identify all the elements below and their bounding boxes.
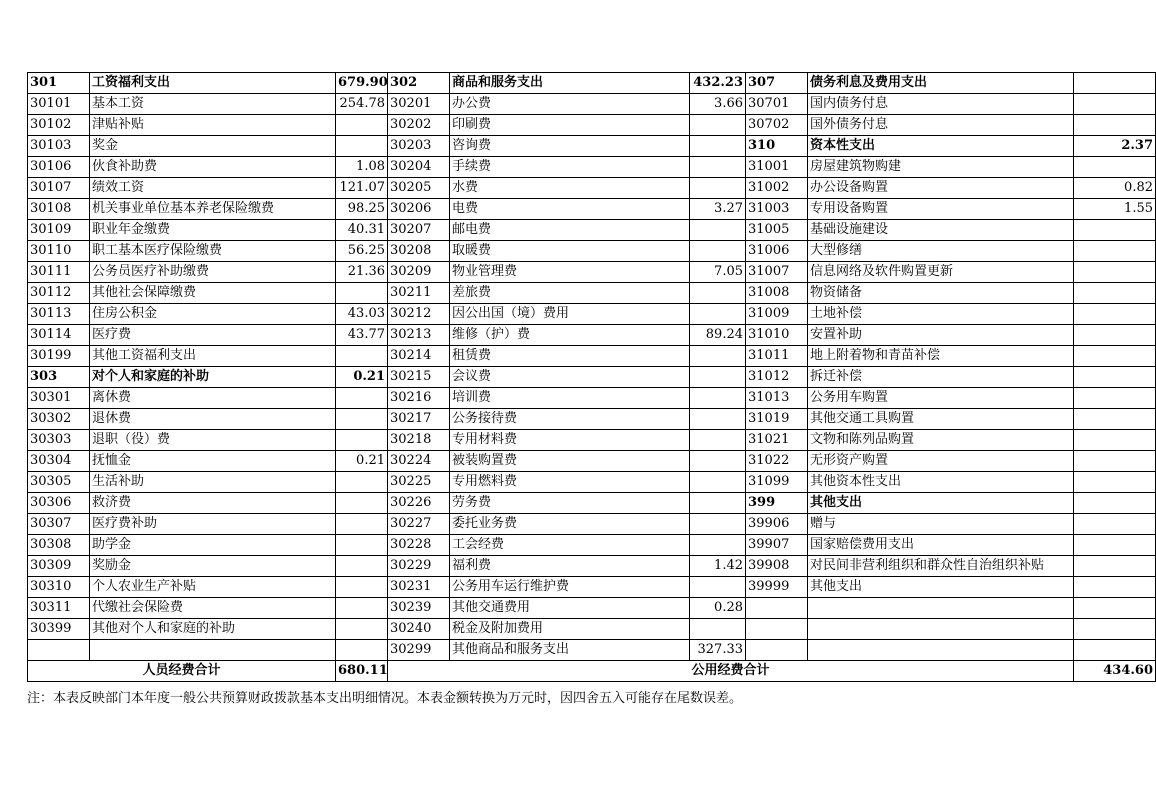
item-name: 其他资本性支出: [808, 472, 1074, 493]
item-code: 307: [746, 73, 808, 94]
item-code: 31019: [746, 409, 808, 430]
item-amount: [336, 493, 388, 514]
item-name: 会议费: [450, 367, 690, 388]
item-code: 302: [388, 73, 450, 94]
item-amount: [690, 409, 746, 430]
item-code: 30103: [28, 136, 90, 157]
table-row: [28, 157, 1156, 178]
item-code: 31022: [746, 451, 808, 472]
item-code: 30228: [388, 535, 450, 556]
item-code: 30303: [28, 430, 90, 451]
table-row: [28, 598, 1156, 619]
item-amount: 7.05: [690, 262, 746, 283]
table-row: [28, 367, 1156, 388]
item-amount: [336, 640, 388, 661]
item-amount: [1074, 325, 1156, 346]
item-code: 30701: [746, 94, 808, 115]
expenditure-table: [27, 72, 1156, 682]
item-name: 退休费: [90, 409, 336, 430]
item-amount: [690, 115, 746, 136]
item-name: 医疗费补助: [90, 514, 336, 535]
item-amount: 43.77: [336, 325, 388, 346]
item-code: 30309: [28, 556, 90, 577]
item-code: 31006: [746, 241, 808, 262]
item-name: 抚恤金: [90, 451, 336, 472]
item-amount: [690, 241, 746, 262]
item-name: 租赁费: [450, 346, 690, 367]
table-row: [28, 178, 1156, 199]
table-row: [28, 430, 1156, 451]
item-name: 伙食补助费: [90, 157, 336, 178]
table-row: [28, 472, 1156, 493]
item-name: 房屋建筑物购建: [808, 157, 1074, 178]
item-amount: 40.31: [336, 220, 388, 241]
item-amount: 0.21: [336, 367, 388, 388]
item-amount: [690, 577, 746, 598]
item-code: 30203: [388, 136, 450, 157]
item-code: 30213: [388, 325, 450, 346]
item-name: 安置补助: [808, 325, 1074, 346]
item-name: 奖励金: [90, 556, 336, 577]
item-name: 咨询费: [450, 136, 690, 157]
item-code: 30231: [388, 577, 450, 598]
item-code: 30201: [388, 94, 450, 115]
item-amount: [690, 304, 746, 325]
public-total-label: 公用经费合计: [388, 661, 1074, 682]
item-amount: 254.78: [336, 94, 388, 115]
item-name: 代缴社会保险费: [90, 598, 336, 619]
item-name: 退职（役）费: [90, 430, 336, 451]
item-code: 30111: [28, 262, 90, 283]
table-row: [28, 640, 1156, 661]
item-name: 离休费: [90, 388, 336, 409]
table-row: [28, 619, 1156, 640]
item-name: 住房公积金: [90, 304, 336, 325]
item-name: 大型修缮: [808, 241, 1074, 262]
item-name: 个人农业生产补贴: [90, 577, 336, 598]
item-name: 办公设备购置: [808, 178, 1074, 199]
item-amount: 121.07: [336, 178, 388, 199]
item-name: 职工基本医疗保险缴费: [90, 241, 336, 262]
item-name: 专用设备购置: [808, 199, 1074, 220]
item-name: 手续费: [450, 157, 690, 178]
item-amount: [1074, 73, 1156, 94]
item-code: [746, 619, 808, 640]
item-code: 30101: [28, 94, 90, 115]
item-name: 津贴补贴: [90, 115, 336, 136]
item-name: 土地补偿: [808, 304, 1074, 325]
item-name: 无形资产购置: [808, 451, 1074, 472]
item-code: 30702: [746, 115, 808, 136]
table-row: [28, 577, 1156, 598]
item-amount: [1074, 241, 1156, 262]
item-amount: [690, 619, 746, 640]
item-code: 301: [28, 73, 90, 94]
item-amount: 56.25: [336, 241, 388, 262]
item-name: 公务接待费: [450, 409, 690, 430]
item-code: 30227: [388, 514, 450, 535]
item-amount: 432.23: [690, 73, 746, 94]
item-code: 30229: [388, 556, 450, 577]
item-amount: [1074, 535, 1156, 556]
item-name: 其他支出: [808, 493, 1074, 514]
item-code: 31012: [746, 367, 808, 388]
item-code: 30301: [28, 388, 90, 409]
item-name: 其他对个人和家庭的补助: [90, 619, 336, 640]
item-amount: [336, 598, 388, 619]
item-code: 30224: [388, 451, 450, 472]
item-code: 30207: [388, 220, 450, 241]
item-name: 物资储备: [808, 283, 1074, 304]
item-code: 31003: [746, 199, 808, 220]
item-code: [746, 598, 808, 619]
item-name: 公务用车运行维护费: [450, 577, 690, 598]
item-code: 30206: [388, 199, 450, 220]
item-name: 资本性支出: [808, 136, 1074, 157]
item-code: 30225: [388, 472, 450, 493]
item-amount: 0.21: [336, 451, 388, 472]
item-amount: 1.08: [336, 157, 388, 178]
item-code: 31009: [746, 304, 808, 325]
item-name: [808, 640, 1074, 661]
item-amount: [336, 514, 388, 535]
item-name: 因公出国（境）费用: [450, 304, 690, 325]
item-code: 30214: [388, 346, 450, 367]
item-code: 30204: [388, 157, 450, 178]
item-code: 31013: [746, 388, 808, 409]
item-amount: [1074, 220, 1156, 241]
item-name: 其他工资福利支出: [90, 346, 336, 367]
item-name: 地上附着物和青苗补偿: [808, 346, 1074, 367]
item-name: 其他社会保障缴费: [90, 283, 336, 304]
item-code: 31008: [746, 283, 808, 304]
item-amount: [1074, 493, 1156, 514]
item-name: 国家赔偿费用支出: [808, 535, 1074, 556]
item-code: 39908: [746, 556, 808, 577]
item-amount: 0.28: [690, 598, 746, 619]
item-amount: [336, 346, 388, 367]
item-code: 30302: [28, 409, 90, 430]
item-amount: [690, 514, 746, 535]
item-code: 30109: [28, 220, 90, 241]
table-row: [28, 73, 1156, 94]
item-name: 其他支出: [808, 577, 1074, 598]
item-amount: 1.42: [690, 556, 746, 577]
item-amount: 98.25: [336, 199, 388, 220]
item-amount: [1074, 346, 1156, 367]
item-name: 债务利息及费用支出: [808, 73, 1074, 94]
item-name: 文物和陈列品购置: [808, 430, 1074, 451]
item-amount: [1074, 619, 1156, 640]
item-name: 专用燃料费: [450, 472, 690, 493]
item-code: 31001: [746, 157, 808, 178]
item-name: 绩效工资: [90, 178, 336, 199]
item-name: 国外债务付息: [808, 115, 1074, 136]
item-name: 其他交通工具购置: [808, 409, 1074, 430]
item-code: [746, 640, 808, 661]
table-row: [28, 94, 1156, 115]
table-row: [28, 514, 1156, 535]
item-name: 劳务费: [450, 493, 690, 514]
item-name: 医疗费: [90, 325, 336, 346]
item-code: 31011: [746, 346, 808, 367]
table-row: [28, 304, 1156, 325]
item-code: 30110: [28, 241, 90, 262]
item-amount: [1074, 556, 1156, 577]
item-code: 30308: [28, 535, 90, 556]
item-amount: [690, 493, 746, 514]
item-amount: [1074, 640, 1156, 661]
item-code: 30217: [388, 409, 450, 430]
personnel-total-label: 人员经费合计: [28, 661, 336, 682]
item-code: 30240: [388, 619, 450, 640]
table-row: [28, 283, 1156, 304]
item-name: [808, 619, 1074, 640]
item-name: [808, 598, 1074, 619]
item-name: 被装购置费: [450, 451, 690, 472]
item-name: 公务员医疗补助缴费: [90, 262, 336, 283]
item-amount: [690, 346, 746, 367]
item-code: 399: [746, 493, 808, 514]
item-code: 31010: [746, 325, 808, 346]
item-name: [90, 640, 336, 661]
item-amount: 2.37: [1074, 136, 1156, 157]
item-amount: [1074, 472, 1156, 493]
item-amount: 679.90: [336, 73, 388, 94]
item-amount: [336, 472, 388, 493]
item-name: 对个人和家庭的补助: [90, 367, 336, 388]
item-name: 邮电费: [450, 220, 690, 241]
item-code: 30106: [28, 157, 90, 178]
item-amount: [690, 472, 746, 493]
item-code: 30108: [28, 199, 90, 220]
item-name: 基本工资: [90, 94, 336, 115]
item-code: 30307: [28, 514, 90, 535]
item-name: 工资福利支出: [90, 73, 336, 94]
item-name: 生活补助: [90, 472, 336, 493]
item-name: 对民间非营利组织和群众性自治组织补贴: [808, 556, 1074, 577]
item-name: 印刷费: [450, 115, 690, 136]
item-name: 税金及附加费用: [450, 619, 690, 640]
item-amount: [690, 388, 746, 409]
item-code: 30304: [28, 451, 90, 472]
item-code: 30216: [388, 388, 450, 409]
table-row: [28, 535, 1156, 556]
public-total-value: 434.60: [1074, 661, 1156, 682]
item-amount: [690, 136, 746, 157]
item-name: 拆迁补偿: [808, 367, 1074, 388]
item-name: 其他商品和服务支出: [450, 640, 690, 661]
item-code: 30310: [28, 577, 90, 598]
item-amount: [1074, 367, 1156, 388]
item-name: 水费: [450, 178, 690, 199]
table-row: [28, 136, 1156, 157]
item-name: 基础设施建设: [808, 220, 1074, 241]
item-amount: 327.33: [690, 640, 746, 661]
item-amount: [690, 451, 746, 472]
table-row: [28, 199, 1156, 220]
item-code: 30239: [388, 598, 450, 619]
table-row: [28, 262, 1156, 283]
item-code: 30112: [28, 283, 90, 304]
item-amount: [336, 619, 388, 640]
item-name: 救济费: [90, 493, 336, 514]
item-amount: [690, 535, 746, 556]
item-name: 物业管理费: [450, 262, 690, 283]
item-code: 30226: [388, 493, 450, 514]
item-amount: [336, 577, 388, 598]
item-code: 30102: [28, 115, 90, 136]
item-amount: [336, 535, 388, 556]
item-amount: 0.82: [1074, 178, 1156, 199]
item-amount: [1074, 304, 1156, 325]
item-code: 31099: [746, 472, 808, 493]
item-amount: [1074, 262, 1156, 283]
item-amount: [1074, 451, 1156, 472]
item-name: 电费: [450, 199, 690, 220]
item-amount: [1074, 430, 1156, 451]
item-code: 30199: [28, 346, 90, 367]
item-name: 差旅费: [450, 283, 690, 304]
item-code: [28, 640, 90, 661]
item-name: 信息网络及软件购置更新: [808, 262, 1074, 283]
item-name: 取暖费: [450, 241, 690, 262]
item-name: 公务用车购置: [808, 388, 1074, 409]
table-row: [28, 220, 1156, 241]
item-amount: [1074, 94, 1156, 115]
expenditure-table-body: [28, 73, 1156, 661]
item-amount: [690, 367, 746, 388]
table-row: [28, 115, 1156, 136]
item-code: 30205: [388, 178, 450, 199]
item-code: 30311: [28, 598, 90, 619]
item-code: 31007: [746, 262, 808, 283]
item-amount: 89.24: [690, 325, 746, 346]
item-amount: [336, 115, 388, 136]
item-code: 303: [28, 367, 90, 388]
item-amount: [690, 178, 746, 199]
item-name: 工会经费: [450, 535, 690, 556]
table-row: [28, 325, 1156, 346]
item-code: 39906: [746, 514, 808, 535]
item-code: 30212: [388, 304, 450, 325]
item-code: 30202: [388, 115, 450, 136]
item-amount: [336, 430, 388, 451]
item-amount: [690, 220, 746, 241]
item-amount: [690, 283, 746, 304]
item-amount: [1074, 409, 1156, 430]
item-code: 30306: [28, 493, 90, 514]
item-code: 31005: [746, 220, 808, 241]
item-code: 30399: [28, 619, 90, 640]
item-name: 商品和服务支出: [450, 73, 690, 94]
totals-row: [28, 661, 1156, 682]
item-name: 其他交通费用: [450, 598, 690, 619]
table-row: [28, 346, 1156, 367]
item-code: 30211: [388, 283, 450, 304]
item-name: 办公费: [450, 94, 690, 115]
item-amount: [336, 136, 388, 157]
item-name: 职业年金缴费: [90, 220, 336, 241]
item-code: 31021: [746, 430, 808, 451]
item-code: 30299: [388, 640, 450, 661]
item-code: 30215: [388, 367, 450, 388]
item-amount: [336, 283, 388, 304]
item-amount: [1074, 388, 1156, 409]
table-row: [28, 241, 1156, 262]
item-code: 30114: [28, 325, 90, 346]
item-code: 30107: [28, 178, 90, 199]
item-amount: [336, 388, 388, 409]
item-code: 31002: [746, 178, 808, 199]
item-name: 专用材料费: [450, 430, 690, 451]
item-amount: [1074, 598, 1156, 619]
item-name: 机关事业单位基本养老保险缴费: [90, 199, 336, 220]
item-name: 赠与: [808, 514, 1074, 535]
item-amount: 21.36: [336, 262, 388, 283]
item-amount: [1074, 577, 1156, 598]
item-amount: 43.03: [336, 304, 388, 325]
item-amount: [1074, 115, 1156, 136]
table-row: [28, 409, 1156, 430]
item-name: 奖金: [90, 136, 336, 157]
item-code: 39999: [746, 577, 808, 598]
item-amount: 1.55: [1074, 199, 1156, 220]
item-amount: [690, 430, 746, 451]
item-name: 助学金: [90, 535, 336, 556]
table-row: [28, 451, 1156, 472]
item-name: 委托业务费: [450, 514, 690, 535]
item-amount: [336, 556, 388, 577]
table-row: [28, 556, 1156, 577]
item-code: 30208: [388, 241, 450, 262]
item-amount: [690, 157, 746, 178]
item-code: 310: [746, 136, 808, 157]
item-code: 30113: [28, 304, 90, 325]
table-row: [28, 388, 1156, 409]
item-name: 维修（护）费: [450, 325, 690, 346]
item-code: 30305: [28, 472, 90, 493]
item-amount: [336, 409, 388, 430]
item-code: 30209: [388, 262, 450, 283]
item-amount: [1074, 283, 1156, 304]
item-code: 30218: [388, 430, 450, 451]
item-amount: 3.27: [690, 199, 746, 220]
item-name: 福利费: [450, 556, 690, 577]
item-amount: [1074, 514, 1156, 535]
item-amount: 3.66: [690, 94, 746, 115]
footnote: 注：本表反映部门本年度一般公共预算财政拨款基本支出明细情况。本表金额转换为万元时，因四舍五入可能存在尾数误差。: [27, 691, 743, 706]
item-name: 国内债务付息: [808, 94, 1074, 115]
item-amount: [1074, 157, 1156, 178]
item-code: 39907: [746, 535, 808, 556]
personnel-total-value: 680.11: [336, 661, 388, 682]
item-name: 培训费: [450, 388, 690, 409]
table-row: [28, 493, 1156, 514]
